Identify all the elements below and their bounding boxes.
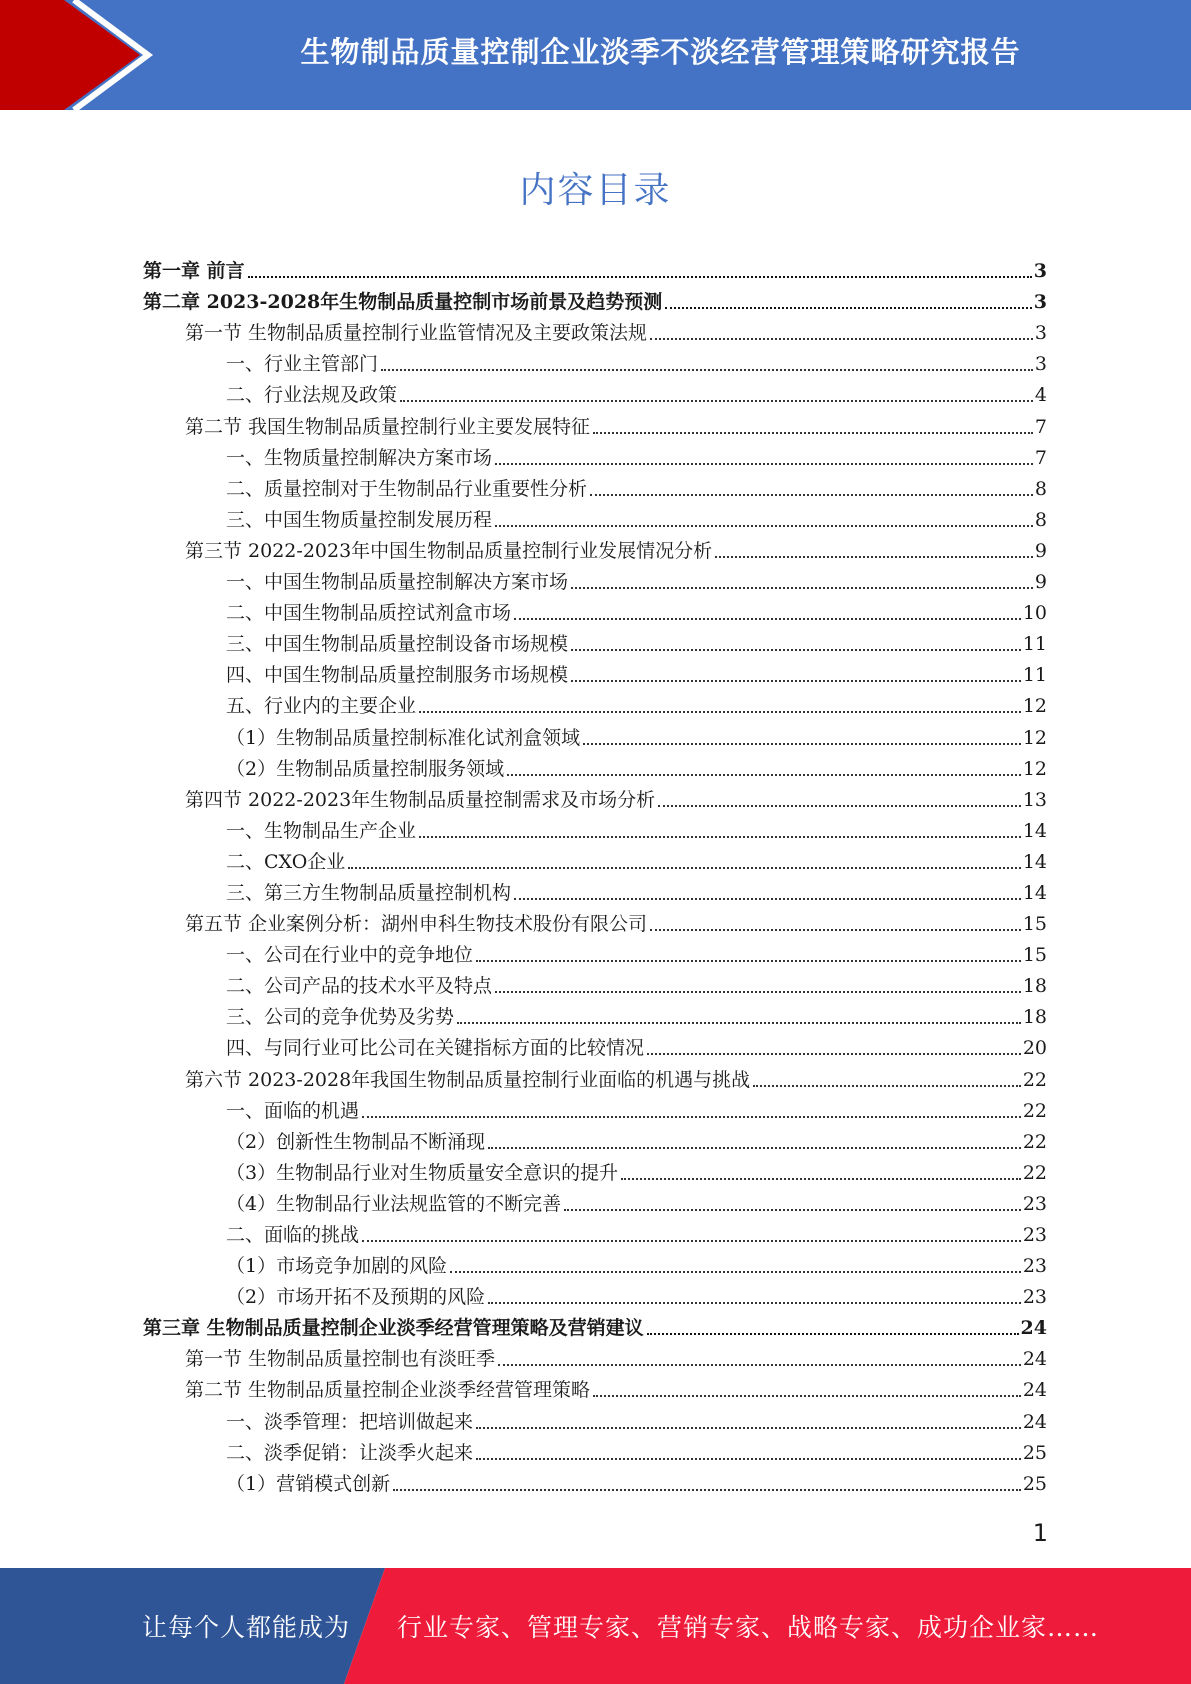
- toc-entry[interactable]: [143, 1030, 1047, 1061]
- toc-dot-leader: [488, 1302, 1021, 1304]
- toc-entry-label: 第一节 生物制品质量控制也有淡旺季: [185, 1348, 496, 1371]
- toc-entry[interactable]: [143, 408, 1047, 439]
- footer-slogan-right: 行业专家、管理专家、营销专家、战略专家、成功企业家……: [397, 1613, 1100, 1642]
- toc-dot-leader: [419, 711, 1021, 713]
- toc-entry[interactable]: [143, 1310, 1047, 1341]
- toc-entry-label: 一、淡季管理：把培训做起来: [226, 1410, 474, 1433]
- footer-slogan-left: 让每个人都能成为: [142, 1613, 351, 1642]
- toc-entry-page: 14: [1022, 819, 1047, 842]
- toc-entry[interactable]: [143, 719, 1047, 750]
- toc-entry-page: 15: [1022, 944, 1047, 967]
- toc-dot-leader: [507, 774, 1021, 776]
- toc-dot-leader: [495, 991, 1021, 993]
- toc-entry[interactable]: [143, 626, 1047, 657]
- toc-entry-label: 三、第三方生物制品质量控制机构: [226, 881, 512, 904]
- toc-entry[interactable]: [143, 471, 1047, 502]
- toc-entry[interactable]: [143, 440, 1047, 471]
- report-title: 生物制品质量控制企业淡季不淡经营管理策略研究报告: [300, 34, 1021, 69]
- toc-entry-label: （4）生物制品行业法规监管的不断完善: [226, 1192, 562, 1215]
- toc-entry[interactable]: [143, 1466, 1047, 1497]
- toc-entry[interactable]: [143, 1217, 1047, 1248]
- toc-entry-label: 第四节 2022-2023年生物制品质量控制需求及市场分析: [185, 788, 656, 811]
- toc-entry-page: 9: [1034, 571, 1047, 594]
- toc-dot-leader: [665, 307, 1032, 309]
- toc-entry[interactable]: [143, 937, 1047, 968]
- toc-entry-label: 三、中国生物质量控制发展历程: [226, 508, 493, 531]
- toc-entry[interactable]: [143, 999, 1047, 1030]
- toc-entry-page: 25: [1022, 1441, 1047, 1464]
- toc-dot-leader: [650, 338, 1033, 340]
- header-banner: [0, 0, 1191, 110]
- toc-entry[interactable]: [143, 533, 1047, 564]
- toc-dot-leader: [514, 618, 1021, 620]
- toc-entry-label: 一、面临的机遇: [226, 1099, 360, 1122]
- toc-dot-leader: [590, 494, 1033, 496]
- toc-entry-page: 4: [1034, 384, 1047, 407]
- table-of-contents: [143, 253, 1047, 1497]
- toc-dot-leader: [647, 1053, 1021, 1055]
- toc-entry-label: 二、质量控制对于生物制品行业重要性分析: [226, 477, 588, 500]
- toc-entry-label: 第三章 生物制品质量控制企业淡季经营管理策略及营销建议: [143, 1317, 644, 1340]
- toc-entry[interactable]: [143, 751, 1047, 782]
- toc-entry-page: 23: [1022, 1224, 1047, 1246]
- toc-entry-label: 一、生物质量控制解决方案市场: [226, 446, 493, 469]
- toc-entry-page: 7: [1034, 446, 1047, 469]
- toc-entry[interactable]: [143, 906, 1047, 937]
- toc-entry-page: 18: [1022, 1006, 1047, 1029]
- toc-entry-label: 二、行业法规及政策: [226, 384, 398, 407]
- toc-entry-page: 3: [1033, 260, 1047, 283]
- toc-entry-page: 23: [1022, 1192, 1047, 1215]
- toc-entry[interactable]: [143, 1248, 1047, 1279]
- toc-entry-label: 二、淡季促销：让淡季火起来: [226, 1441, 474, 1464]
- toc-entry[interactable]: [143, 688, 1047, 719]
- toc-entry-page: 3: [1033, 291, 1047, 314]
- toc-dot-leader: [495, 463, 1033, 465]
- toc-entry[interactable]: [143, 1124, 1047, 1155]
- toc-dot-leader: [564, 1209, 1021, 1211]
- toc-entry-page: 3: [1034, 322, 1047, 345]
- toc-entry-page: 14: [1022, 881, 1047, 904]
- page-number: 1: [1032, 1519, 1048, 1547]
- toc-dot-leader: [658, 805, 1021, 807]
- footer-banner: [0, 1568, 1191, 1684]
- toc-entry-label: 一、行业主管部门: [226, 353, 379, 376]
- toc-entry[interactable]: [143, 1372, 1047, 1403]
- toc-dot-leader: [514, 898, 1021, 900]
- toc-entry-page: 22: [1022, 1099, 1047, 1122]
- toc-dot-leader: [571, 680, 1021, 682]
- toc-entry-page: 18: [1022, 975, 1047, 998]
- toc-dot-leader: [715, 556, 1033, 558]
- toc-entry-page: 12: [1022, 757, 1047, 780]
- toc-entry-label: 一、公司在行业中的竞争地位: [226, 944, 474, 967]
- toc-dot-leader: [571, 587, 1033, 589]
- toc-entry-page: 3: [1034, 353, 1047, 376]
- toc-entry-label: 五、行业内的主要企业: [226, 695, 417, 718]
- toc-entry-page: 23: [1022, 1255, 1047, 1278]
- toc-entry-page: 20: [1022, 1037, 1047, 1060]
- toc-entry-label: 四、中国生物制品质量控制服务市场规模: [226, 664, 569, 687]
- toc-entry-label: 三、中国生物制品质量控制设备市场规模: [226, 633, 569, 656]
- toc-entry-label: （1）营销模式创新: [226, 1472, 391, 1495]
- toc-dot-leader: [381, 369, 1033, 371]
- toc-entry-page: 13: [1022, 788, 1047, 811]
- toc-entry-page: 11: [1022, 664, 1047, 687]
- toc-dot-leader: [495, 525, 1033, 527]
- toc-entry[interactable]: [143, 844, 1047, 875]
- toc-entry[interactable]: [143, 968, 1047, 999]
- toc-entry-page: 15: [1022, 913, 1047, 936]
- toc-entry-label: 二、公司产品的技术水平及特点: [226, 975, 493, 998]
- toc-entry-page: 12: [1022, 695, 1047, 718]
- toc-entry[interactable]: [143, 346, 1047, 377]
- toc-entry-page: 23: [1022, 1286, 1047, 1309]
- toc-dot-leader: [593, 432, 1033, 434]
- toc-entry-label: （3）生物制品行业对生物质量安全意识的提升: [226, 1161, 619, 1184]
- toc-entry-label: （2）市场开拓不及预期的风险: [226, 1286, 486, 1309]
- toc-entry-label: 第六节 2023-2028年我国生物制品质量控制行业面临的机遇与挑战: [185, 1068, 751, 1091]
- toc-entry[interactable]: [143, 657, 1047, 688]
- toc-entry-page: 9: [1034, 539, 1047, 562]
- toc-entry-page: 24: [1022, 1348, 1047, 1371]
- toc-entry[interactable]: [143, 875, 1047, 906]
- toc-entry-page: 11: [1022, 633, 1047, 656]
- toc-dot-leader: [393, 1489, 1021, 1491]
- toc-entry[interactable]: [143, 1186, 1047, 1217]
- toc-dot-leader: [583, 743, 1021, 745]
- toc-entry-page: 12: [1022, 726, 1047, 749]
- toc-entry-label: 一、生物制品生产企业: [226, 819, 417, 842]
- toc-entry-label: 第一节 生物制品质量控制行业监管情况及主要政策法规: [185, 322, 648, 345]
- toc-entry-page: 22: [1022, 1161, 1047, 1184]
- toc-entry[interactable]: [143, 502, 1047, 533]
- toc-entry[interactable]: [143, 1279, 1047, 1310]
- toc-entry[interactable]: [143, 1435, 1047, 1466]
- toc-entry-label: 第一章 前言: [143, 260, 245, 283]
- toc-entry-label: 二、中国生物制品质控试剂盒市场: [226, 602, 512, 625]
- toc-entry-label: 四、与同行业可比公司在关键指标方面的比较情况: [226, 1037, 645, 1060]
- toc-entry[interactable]: [143, 813, 1047, 844]
- toc-dot-leader: [476, 1427, 1021, 1429]
- toc-entry-label: 第三节 2022-2023年中国生物制品质量控制行业发展情况分析: [185, 539, 713, 562]
- toc-entry[interactable]: [143, 782, 1047, 813]
- toc-entry-label: 第二章 2023-2028年生物制品质量控制市场前景及趋势预测: [143, 291, 663, 314]
- toc-entry-label: 二、面临的挑战: [226, 1224, 360, 1246]
- toc-entry-label: （2）生物制品质量控制服务领域: [226, 757, 505, 780]
- toc-entry-label: （1）市场竞争加剧的风险: [226, 1255, 448, 1278]
- toc-dot-leader: [400, 400, 1033, 402]
- toc-heading: 内容目录: [519, 170, 672, 211]
- toc-dot-leader: [457, 1022, 1021, 1024]
- toc-dot-leader: [450, 1271, 1021, 1273]
- toc-entry-page: 14: [1022, 850, 1047, 873]
- toc-entry-label: 三、公司的竞争优势及劣势: [226, 1006, 455, 1029]
- toc-entry[interactable]: [143, 1093, 1047, 1124]
- toc-dot-leader: [348, 867, 1021, 869]
- toc-entry[interactable]: [143, 315, 1047, 346]
- toc-entry-label: 二、CXO企业: [226, 850, 346, 873]
- toc-entry[interactable]: [143, 1155, 1047, 1186]
- toc-entry-page: 8: [1034, 508, 1047, 531]
- toc-entry[interactable]: [143, 1341, 1047, 1372]
- toc-dot-leader: [362, 1116, 1021, 1118]
- toc-entry-page: 7: [1034, 415, 1047, 438]
- toc-dot-leader: [498, 1364, 1021, 1366]
- toc-entry-label: 第五节 企业案例分析：湖州申科生物技术股份有限公司: [185, 913, 648, 936]
- toc-entry-label: （1）生物制品质量控制标准化试剂盒领域: [226, 726, 581, 749]
- toc-entry-page: 24: [1020, 1317, 1047, 1340]
- toc-entry[interactable]: [143, 1061, 1047, 1092]
- toc-entry[interactable]: [143, 284, 1047, 315]
- toc-entry-page: 10: [1022, 602, 1047, 625]
- toc-dot-leader: [593, 1395, 1021, 1397]
- toc-entry-page: 8: [1034, 477, 1047, 500]
- toc-dot-leader: [248, 276, 1032, 278]
- toc-entry[interactable]: [143, 595, 1047, 626]
- toc-entry-label: （2）创新性生物制品不断涌现: [226, 1130, 486, 1153]
- toc-entry-label: 一、中国生物制品质量控制解决方案市场: [226, 571, 569, 594]
- toc-dot-leader: [362, 1240, 1021, 1242]
- toc-dot-leader: [476, 960, 1021, 962]
- toc-dot-leader: [488, 1147, 1021, 1149]
- toc-dot-leader: [476, 1458, 1021, 1460]
- toc-entry-label: 第二节 生物制品质量控制企业淡季经营管理策略: [185, 1379, 591, 1402]
- toc-dot-leader: [571, 649, 1021, 651]
- toc-entry[interactable]: [143, 253, 1047, 284]
- toc-entry-page: 22: [1022, 1130, 1047, 1153]
- toc-entry[interactable]: [143, 1403, 1047, 1434]
- toc-dot-leader: [647, 1333, 1019, 1335]
- toc-dot-leader: [621, 1178, 1021, 1180]
- toc-entry[interactable]: [143, 377, 1047, 408]
- toc-entry-page: 25: [1022, 1472, 1047, 1495]
- toc-entry-page: 24: [1022, 1410, 1047, 1433]
- toc-entry[interactable]: [143, 564, 1047, 595]
- toc-entry-page: 24: [1022, 1379, 1047, 1402]
- toc-dot-leader: [753, 1085, 1021, 1087]
- toc-dot-leader: [419, 836, 1021, 838]
- toc-entry-page: 22: [1022, 1068, 1047, 1091]
- toc-entry-label: 第二节 我国生物制品质量控制行业主要发展特征: [185, 415, 591, 438]
- toc-dot-leader: [650, 929, 1021, 931]
